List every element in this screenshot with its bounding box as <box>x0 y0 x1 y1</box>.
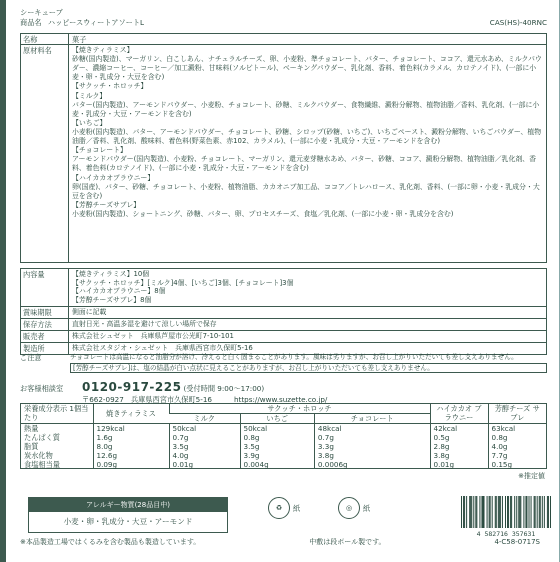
barcode-bar <box>484 496 485 528</box>
company-name: シーキューブ <box>20 8 63 17</box>
meishou-value: 菓子 <box>69 34 546 45</box>
hours: (受付時間 9:00～17:00) <box>183 384 265 393</box>
col-sable: 芳醇チーズ サブレ <box>488 404 546 424</box>
barcode-bar <box>535 496 536 528</box>
recycle-label-2: 紙 <box>363 503 371 513</box>
nutrition-value: 63kcal <box>491 424 516 433</box>
website-url: https://www.suzette.co.jp/ <box>233 395 328 404</box>
barcode-bar <box>507 496 508 528</box>
barcode-bar <box>539 496 540 528</box>
barcode-bar <box>550 496 551 528</box>
nutrition-value: 4.0g <box>172 451 189 460</box>
nutrition-value: 48kcal <box>317 424 342 433</box>
nutrition-values-strawberry <box>240 424 314 470</box>
col-tiramisu: 焼きティラミス <box>93 404 169 424</box>
barcode-bar <box>463 496 464 528</box>
barcode-bar <box>469 496 470 528</box>
nutrition-value: 0.0006g <box>317 460 348 469</box>
product-name: ハッピースウィートアソートL <box>47 18 145 27</box>
barcode-bar <box>492 496 493 528</box>
label-seller: 販売者 <box>21 331 69 342</box>
header <box>20 8 547 27</box>
barcode-bar <box>514 496 515 528</box>
barcode-bar <box>482 496 483 528</box>
nutrition-value: 50kcal <box>243 424 268 433</box>
barcode-bar <box>526 496 527 528</box>
nutrition-value: 3.8g <box>433 451 450 460</box>
recycle-icon: ♻ <box>268 497 290 519</box>
allergy-header: アレルギー物質(28品目中) <box>29 498 227 512</box>
paper-recycle-icon: ◎ <box>338 497 360 519</box>
ingredient-line: 【焼きティラミス】 <box>72 46 134 54</box>
barcode-bar <box>508 496 509 528</box>
barcode-bar <box>471 496 472 528</box>
footer <box>20 538 540 547</box>
label-storage: 保存方法 <box>21 319 69 330</box>
barcode-bar <box>531 496 532 528</box>
nutrition-value: 3.3g <box>317 442 334 451</box>
nutrition-value: 12.6g <box>96 451 118 460</box>
nutrition-value: 2.8g <box>433 442 450 451</box>
ingredient-line: 砂糖(国内製造)、マーガリン、白こしあん、ナチュラルチーズ、卵、小麦粉、準チョコレート、バター、チョコレート、ココア、還元水あめ、ミルクパウダー、濃縮コーヒー、コーヒー／加工澱粉、甘味料(ソルビトール)、ベーキングパウダー、乳化剤、香料、着色料(カラメル、カロテノイド)、(一部に小麦・卵・乳成分・大豆を含む) <box>72 55 542 82</box>
ingredient-line: 【チョコレート】 <box>72 146 127 155</box>
barcode-bars <box>461 496 551 528</box>
barcode-bar <box>518 496 519 528</box>
barcode-bar <box>489 496 490 528</box>
contents-line: 【芳醇チーズサブレ】8個 <box>72 295 152 304</box>
nutrition-row-label: たんぱく質 <box>24 433 60 442</box>
col-strawberry: いちご <box>240 414 314 424</box>
storage-value: 直射日光・高温多湿を避けて涼しい場所で保存 <box>72 319 217 328</box>
nutrition-values-sable <box>488 424 546 470</box>
barcode-number: 4 582716 357631 <box>476 530 536 538</box>
contents-line: 【ハイカカオブラウニー】8個 <box>72 287 166 296</box>
barcode-bar <box>534 496 535 528</box>
nutrition-value: 0.5g <box>433 433 450 442</box>
nutrition-row-labels <box>21 424 93 470</box>
label-ingredients: 原材料名 <box>23 46 52 55</box>
ingredient-line: 【いちご】 <box>72 118 107 127</box>
label-expiry: 賞味期限 <box>21 307 69 318</box>
ingredients-table <box>20 33 547 263</box>
barcode-bar <box>495 496 496 528</box>
barcode-bar <box>516 496 517 528</box>
ingredient-line: 【芳醇チーズサブレ】 <box>72 200 141 209</box>
recycle-mark-paper-carton <box>338 497 370 519</box>
barcode-bar <box>479 496 480 528</box>
postal-address: 〒662-0927 兵庫県西宮市久保町5-16 <box>82 395 212 404</box>
ingredient-line: アーモンドパウダー(国内製造)、小麦粉、チョコレート、マーガリン、還元麦芽糖水あめ、バター、砂糖、ココア、澱粉分解物、植物油脂／乳化剤、香料、着色料(カロテノイド)、(一部に小麦・乳成分・大豆・アーモンドを含む) <box>72 155 537 173</box>
nutrition-value: 0.09g <box>96 460 118 469</box>
ingredient-line: 卵(国産)、バター、砂糖、チョコレート、小麦粉、植物油脂、カカオニブ加工品、ココア／トレハロース、乳化剤、香料、(一部に卵・小麦・乳成分・大豆を含む) <box>72 182 540 200</box>
barcode-bar <box>500 496 501 528</box>
contents-line: 【焼きティラミス】10個 <box>72 270 150 278</box>
nutrition-value: 3.5g <box>172 442 189 451</box>
barcode-bar <box>537 496 538 528</box>
nutrition-value: 3.5g <box>243 442 260 451</box>
nutrition-value: 129kcal <box>96 424 125 433</box>
barcode-bar <box>511 496 512 528</box>
label-contents: 内容量 <box>21 269 69 306</box>
barcode-bar <box>540 496 541 528</box>
nutrition-head-label: 栄養成分表示 1個当たり <box>21 404 93 424</box>
nutrition-value: 0.15g <box>491 460 513 469</box>
ingredient-line: バター(国内製造)、アーモンドパウダー、小麦粉、チョコレート、砂糖、ミルクパウダー、食物繊維、澱粉分解物、植物油脂／香料、乳化剤、(一部に小麦・乳成分・大豆・アーモンドを含む) <box>72 100 540 118</box>
barcode-bar <box>510 496 511 528</box>
nutrition-value: 8.0g <box>96 442 113 451</box>
col-milk: ミルク <box>169 414 240 424</box>
nutrition-value: 0.8g <box>491 433 508 442</box>
expiry-value: 側面に記載 <box>72 307 107 316</box>
contents-list <box>69 269 546 306</box>
barcode-bar <box>525 496 526 528</box>
ingredients-content <box>69 34 546 262</box>
nutrition-row-label: 脂質 <box>24 442 39 451</box>
expiry-row <box>21 307 546 319</box>
barcode-bar <box>475 496 476 528</box>
nutrition-row-label: 熱量 <box>24 424 39 433</box>
nutrition-value: 50kcal <box>172 424 197 433</box>
notice-text-1: チョコレートは高温になると油脂分が溶け、冷えると白く固まることがあります。風味は劣りますが、お召し上がりいただいても差し支えありません。 <box>70 353 518 361</box>
col-chocolate: チョコレート <box>314 414 430 424</box>
contents-line: 【サクッチ・ホロッチ】[ミルク]4個、[いちご]3個、[チョコレート]3個 <box>72 278 294 287</box>
barcode-bar <box>487 496 488 528</box>
barcode-bar <box>547 496 548 528</box>
storage-row <box>21 319 546 331</box>
nutrition-values-brownie <box>430 424 488 470</box>
barcode-bar <box>476 496 477 528</box>
nutrition-row-label: 食塩相当量 <box>24 460 60 469</box>
nutrition-value: 0.01g <box>433 460 455 469</box>
barcode-bar <box>548 496 549 528</box>
notice-text-2: [芳醇チーズサブレ]は、塩の結晶が白い点状に見えることがありますが、お召し上がりいただいても差し支えありません。 <box>70 363 547 373</box>
ingredient-line: 【サクッチ・ホロッチ】 <box>72 82 148 91</box>
barcode-bar <box>464 496 465 528</box>
nutrition-value: 0.7g <box>172 433 189 442</box>
nutrition-value: 4.0g <box>491 442 508 451</box>
ingredients-list <box>69 45 546 220</box>
barcode-bar <box>499 496 500 528</box>
col-brownie: ハイカカオ ブラウニー <box>430 404 488 424</box>
maker-value: 株式会社スタジオ・シュゼット 兵庫県西宮市久保町5-16 <box>72 343 253 352</box>
nutrition-values-chocolate <box>314 424 430 470</box>
recycle-mark-paper-container <box>268 497 300 519</box>
product-label: 商品名 <box>20 18 42 27</box>
ingredient-line: 【ハイカカオブラウニー】 <box>72 173 155 182</box>
nutrition-table <box>20 403 547 469</box>
ingredient-line: 小麦粉(国内製造)、バター、アーモンドパウダー、チョコレート、砂糖、シロップ(砂糖、いちご)、いちごペースト、澱粉分解物、いちごパウダー、植物油脂／香料、乳化剤、酸味料、着色料(野菜色素、赤102、カラメル)、(一部に小麦・乳成分・大豆・アーモンドを含む) <box>72 127 542 146</box>
barcode-bar <box>481 496 482 528</box>
seller-value: 株式会社シュゼット 兵庫県芦屋市公光町7-10-101 <box>72 331 234 340</box>
nutrition-value: 7.7g <box>491 451 508 460</box>
barcode-bar <box>498 496 499 528</box>
nutrition-values-milk <box>169 424 240 470</box>
nutrition-value: 0.01g <box>172 460 194 469</box>
footer-insole-note: 中敷は段ボール製です。 <box>309 538 386 546</box>
maker-row <box>21 343 546 354</box>
barcode-bar <box>519 496 520 528</box>
footer-code: 4-C58-0717S <box>494 538 540 546</box>
barcode <box>461 496 551 536</box>
barcode-bar <box>490 496 491 528</box>
barcode-bar <box>505 496 506 528</box>
barcode-bar <box>523 496 524 528</box>
label-meishou: 名称 <box>21 34 68 45</box>
notice-section <box>20 353 547 373</box>
nutrition-row-label: 炭水化物 <box>24 451 53 460</box>
contact-section <box>20 380 540 404</box>
contact-label: お客様相談室 <box>20 384 64 393</box>
cas-code: CAS(HS)-40RNC <box>489 18 547 27</box>
barcode-bar <box>502 496 503 528</box>
phone-number: 0120-917-225 <box>82 380 182 394</box>
nutrition-value: 0.7g <box>317 433 334 442</box>
recycle-label-1: 紙 <box>293 503 301 513</box>
barcode-bar <box>544 496 545 528</box>
contents-row <box>21 269 546 307</box>
barcode-bar <box>470 496 471 528</box>
nutrition-value: 3.8g <box>317 451 334 460</box>
barcode-bar <box>461 496 462 528</box>
notice-label: ご注意 <box>20 353 42 362</box>
estimate-note: ※推定値 <box>518 472 545 480</box>
label-column <box>21 34 69 262</box>
barcode-bar <box>520 496 521 528</box>
nutrition-value: 1.6g <box>96 433 113 442</box>
nutrition-value: 0.004g <box>243 460 269 469</box>
nutrition-value: 0.8g <box>243 433 260 442</box>
barcode-bar <box>496 496 497 528</box>
ingredient-line: 小麦粉(国内製造)、ショートニング、砂糖、バター、卵、プロセスチーズ、食塩／乳化剤、(一部に小麦・卵・乳成分を含む) <box>72 209 454 218</box>
barcode-bar <box>473 496 474 528</box>
footer-allergen-note: ※本品製造工場ではくるみを含む製品も製造しています。 <box>20 538 201 546</box>
seller-row <box>21 331 546 343</box>
barcode-bar <box>542 496 543 528</box>
allergy-value: 小麦・卵・乳成分・大豆・アーモンド <box>63 517 193 526</box>
nutrition-value: 42kcal <box>433 424 458 433</box>
barcode-bar <box>529 496 530 528</box>
ingredient-line: 【ミルク】 <box>72 91 107 100</box>
nutrition-value: 3.9g <box>243 451 260 460</box>
nutrition-values-tiramisu <box>93 424 169 470</box>
label-maker: 製造所 <box>21 343 69 354</box>
col-group-sakucchi: サクッチ・ホロッチ <box>169 404 430 414</box>
meta-table <box>20 268 547 355</box>
barcode-bar <box>466 496 467 528</box>
allergy-box <box>28 497 228 533</box>
